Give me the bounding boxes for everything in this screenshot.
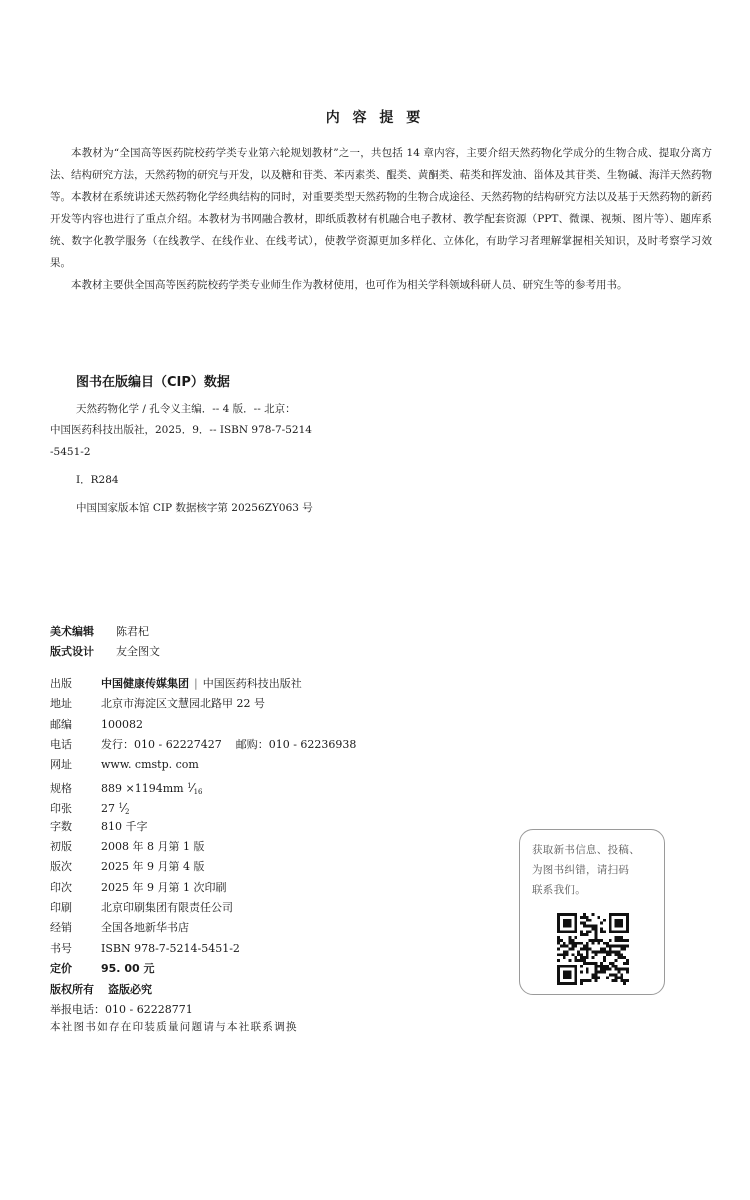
first-edition-label: 初版 — [50, 839, 72, 853]
edition-label: 版次 — [50, 860, 72, 874]
phone-mail-order: 邮购：010 - 62236938 — [235, 737, 357, 751]
summary-paragraph-1: 本教材为“全国高等医药院校药学类专业第六轮规划教材”之一，共包括 14 章内容，主要介绍天然药物化学成分的生物合成、提取分离方法、结构研究方法，天然药物的研究与开发，以及糖和苷类、苯丙素类、醌类、黄酮类、萜类和挥发油、甾体及其苷类、生物碱、海洋天然药物等。本教材在系统讲述天然药物化学经典结构的同时，对重要类型天然药物的生物合成途径、天然药物的结构研究方法以及基于天然药物的新药开发等内容也进行了重点介绍。本教材为书网融合教材，即纸质教材有机融合电子教材、教学配套资源（PPT、微课、视频、图片等）、题库系统、数字化教学服务（在线教学、在线作业、在线考试），使教学资源更加多样化、立体化，有助学习者理解掌握相关知识，及时考察学习效果。 — [50, 147, 712, 269]
cip-line-3: -5451-2 — [50, 446, 91, 458]
art-editor-label: 美术编辑 — [50, 625, 94, 638]
cip-line-1: 天然药物化学 / 孔令义主编．-- 4 版．-- 北京： — [76, 403, 296, 415]
printing-value: 2025 年 9 月第 1 次印刷 — [101, 880, 227, 894]
phone-label: 电话 — [50, 737, 72, 751]
website-row — [50, 755, 356, 775]
qr-contact-card — [519, 829, 665, 995]
isbn-row — [50, 939, 356, 959]
postcode-row — [50, 715, 356, 735]
cip-classification: Ⅰ．R284 — [76, 474, 119, 486]
publication-details — [50, 622, 356, 1020]
format-row: 规格 889 ×1194mm $^1⁄_{16}$ — [50, 776, 356, 796]
isbn-value: ISBN 978-7-5214-5451-2 — [101, 941, 240, 955]
phone-row — [50, 735, 356, 755]
website-value: www. cmstp. com — [101, 758, 199, 772]
publisher-row — [50, 674, 356, 694]
cip-line-2: 中国医药科技出版社，2025．9．-- ISBN 978-7-5214 — [50, 424, 312, 436]
postcode-value: 100082 — [101, 717, 143, 731]
layout-design-value: 友全图文 — [116, 645, 160, 659]
price-row — [50, 959, 356, 979]
summary-title: 内 容 提 要 — [325, 110, 425, 126]
sheets-fraction-numerator: 1 — [118, 802, 123, 811]
sheets-row: 印张 27 $^1⁄_2$ — [50, 796, 356, 816]
publisher-separator: | — [194, 676, 198, 690]
printer-row — [50, 898, 356, 918]
format-fraction-numerator: 1 — [187, 781, 192, 790]
layout-design-label: 版式设计 — [50, 645, 94, 659]
printer-label: 印刷 — [50, 901, 72, 915]
first-edition-value: 2008 年 8 月第 1 版 — [101, 839, 205, 853]
distributor-value: 全国各地新华书店 — [101, 921, 189, 935]
sheets-fraction-denominator: 2 — [124, 808, 130, 817]
copyright-value: 盗版必究 — [108, 982, 152, 996]
copyright-row — [50, 980, 356, 1000]
price-value: 95. 00 元 — [101, 962, 155, 976]
art-editor-value: 陈君杞 — [116, 625, 149, 638]
edition-row — [50, 857, 356, 877]
qr-card-line-1: 获取新书信息、投稿、 — [532, 844, 640, 856]
publisher-name: 中国医药科技出版社 — [202, 676, 302, 690]
quality-notice: 本社图书如存在印装质量问题请与本社联系调换 — [50, 1021, 298, 1033]
phone-distribution: 发行：010 - 62227427 — [101, 737, 222, 751]
qr-card-line-3: 联系我们。 — [532, 884, 586, 896]
address-value: 北京市海淀区文慧园北路甲 22 号 — [101, 697, 265, 711]
copyright-label: 版权所有 — [50, 982, 94, 996]
qr-code-icon[interactable] — [557, 913, 629, 985]
printer-value: 北京印刷集团有限责任公司 — [101, 901, 233, 915]
distributor-label: 经销 — [50, 921, 72, 935]
summary-paragraph-2: 本教材主要供全国高等医药院校药学类专业师生作为教材使用，也可作为相关学科领域科研人员、研究生等的参考用书。 — [71, 279, 628, 291]
address-row — [50, 694, 356, 714]
publisher-group: 中国健康传媒集团 — [101, 676, 189, 690]
layout-design-row — [50, 642, 356, 662]
summary-text — [50, 142, 712, 296]
art-editor-row — [50, 622, 356, 642]
word-count-value: 810 千字 — [101, 819, 148, 833]
format-fraction-denominator: 16 — [193, 787, 203, 796]
cip-record-number: 中国国家版本馆 CIP 数据核字第 20256ZY063 号 — [76, 502, 313, 514]
first-edition-row — [50, 837, 356, 857]
website-label: 网址 — [50, 758, 72, 772]
isbn-label: 书号 — [50, 941, 72, 955]
report-phone-row — [50, 1000, 356, 1020]
distributor-row — [50, 918, 356, 938]
cip-heading: 图书在版编目（CIP）数据 — [76, 375, 230, 390]
sheets-label: 印张 — [50, 802, 72, 816]
price-label: 定价 — [50, 962, 72, 976]
format-value: 889 ×1194mm — [101, 781, 184, 795]
report-phone: 举报电话：010 - 62228771 — [50, 1003, 193, 1017]
qr-card-line-2: 为图书纠错，请扫码 — [532, 864, 630, 876]
address-label: 地址 — [50, 697, 72, 711]
sheets-value: 27 — [101, 802, 115, 816]
word-count-row — [50, 817, 356, 837]
format-label: 规格 — [50, 781, 72, 795]
postcode-label: 邮编 — [50, 717, 72, 731]
word-count-label: 字数 — [50, 819, 72, 833]
edition-value: 2025 年 9 月第 4 版 — [101, 860, 205, 874]
printing-label: 印次 — [50, 880, 72, 894]
printing-row — [50, 878, 356, 898]
publisher-label: 出版 — [50, 676, 72, 690]
